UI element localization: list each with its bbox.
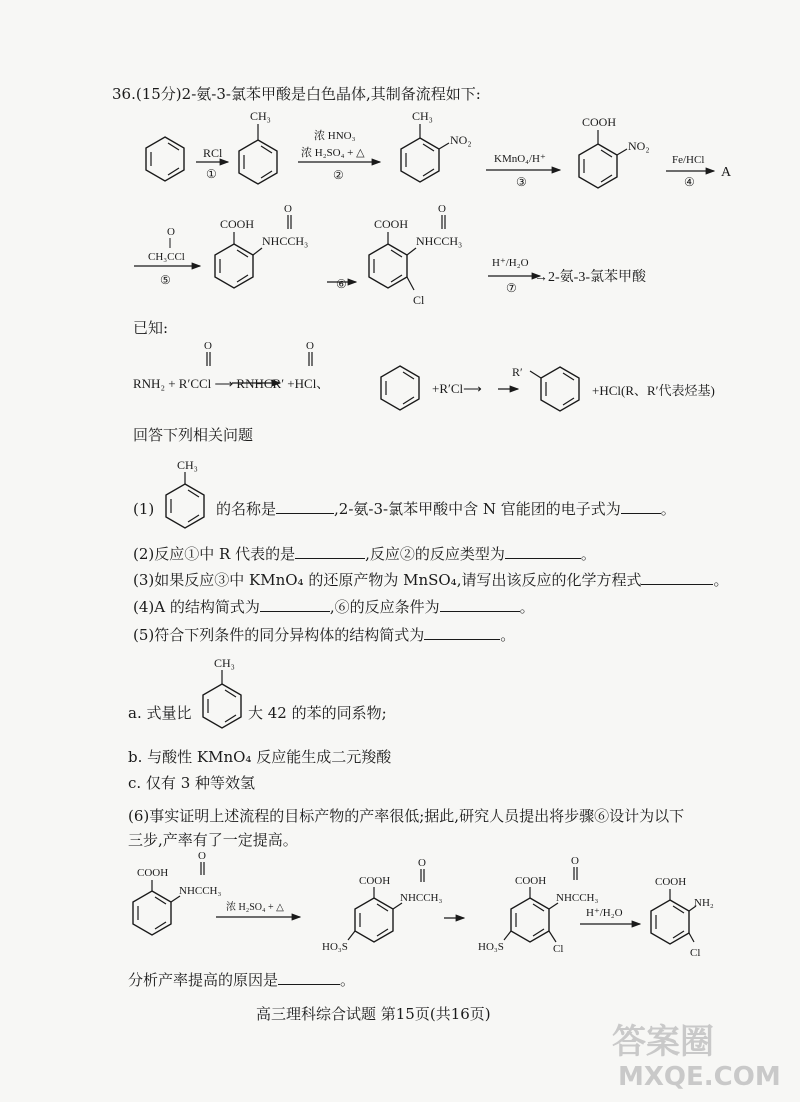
nitrobenzoic-cooh: COOH (582, 115, 617, 129)
known-eq2-r: R′ (512, 365, 523, 379)
nitrotoluene-ch3: CH₃ (412, 109, 433, 123)
q6-cs-o: O (571, 855, 579, 867)
nitrotoluene-no2: NO₂ (450, 133, 472, 147)
q5-end: 。 (500, 626, 516, 644)
q6-cs-nhcch3: NHCCH₃ (556, 892, 599, 904)
condition-c: c. 仅有 3 种等效氢 (128, 774, 256, 792)
q6-cs-so3h-bond (504, 931, 511, 940)
q3-end: 。 (713, 571, 729, 589)
acetamido-o: O (284, 203, 292, 215)
chloro-n-bond (407, 248, 416, 255)
q6-analysis-text: 分析产率提高的原因是 (128, 971, 279, 989)
r4-step: ④ (684, 175, 695, 189)
q2-end: 。 (580, 545, 596, 563)
q1-end: 。 (660, 500, 676, 518)
q3-text-a: (3)如果反应③中 KMnO₄ 的还原产物为 MnSO₄,请写出该反应的化学方程式 (133, 571, 642, 589)
q4-end: 。 (519, 598, 535, 616)
chloro-nhcch3: NHCCH₃ (416, 234, 463, 248)
r2-reagent-b: 浓 H₂SO₄ + △ (301, 147, 365, 159)
answer-header: 回答下列相关问题 (133, 426, 254, 444)
q5-text-a: (5)符合下列条件的同分异构体的结构简式为 (133, 626, 425, 644)
nitrobenzoic-nitro-bond (617, 149, 627, 155)
final-product: →2-氨-3-氯苯甲酸 (534, 270, 646, 285)
acetamido-cooh: COOH (220, 217, 255, 231)
known-label: 已知: (133, 319, 169, 337)
r2-step: ② (333, 168, 344, 182)
q6-cs-cl: Cl (553, 943, 564, 955)
q6-end: 。 (340, 971, 356, 989)
q6-reagent-2: H⁺/H₂O (586, 907, 623, 919)
q1-text-b: ,2-氨-3-氯苯甲酸中含 N 官能团的电子式为 (334, 500, 621, 518)
q6-start-nhcch3: NHCCH₃ (179, 885, 222, 897)
q2-text-a: (2)反应①中 R 代表的是 (133, 545, 296, 563)
known-eq1: RNH₂ + R′CCl ⟶ RNHCR′ +HCl、 (133, 376, 330, 391)
question-header: 36.(15分)2-氨-3-氯苯甲酸是白色晶体,其制备流程如下: (112, 85, 481, 103)
q1-ch3: CH₃ (177, 458, 198, 472)
q6-final-cl: Cl (690, 947, 701, 959)
r1-reagent: RCl (203, 146, 223, 160)
q4-text-b: ,⑥的反应条件为 (329, 598, 440, 616)
r2-reagent-a: 浓 HNO₃ (314, 130, 356, 142)
q6-sulf-o: O (418, 857, 426, 869)
q6-start-o: O (198, 850, 206, 862)
watermark-logo: 答案圈 (612, 1022, 714, 1062)
known-o-2: O (306, 340, 314, 352)
q6-sulf-nhcch3: NHCCH₃ (400, 892, 443, 904)
chloro-cl-bond (407, 277, 414, 290)
r4-reagent: Fe/HCl (672, 154, 705, 166)
known-benzene-ring (381, 366, 419, 410)
q6-sulf-so3h: HO₃S (322, 941, 348, 953)
page-footer: 高三理科综合试题 第15页(共16页) (256, 1005, 491, 1023)
q6-sulf-cooh: COOH (359, 875, 391, 887)
q6-cs-cooh: COOH (515, 875, 547, 887)
chloro-cl: Cl (413, 293, 425, 307)
q1-number: (1) (133, 500, 155, 518)
q6-sulfonated-ring (355, 898, 393, 942)
r1-step: ① (206, 167, 217, 181)
known-r-bond (530, 371, 541, 378)
r7-step: ⑦ (506, 281, 517, 295)
q6-cs-cl-bond (549, 931, 556, 942)
product-a: A (721, 165, 732, 180)
q6-final-cl-bond (689, 933, 694, 942)
r5-reagent: CH₃CCl (148, 251, 185, 263)
acetamido-nhcch3: NHCCH₃ (262, 234, 309, 248)
watermark-site: MXQE.COM (618, 1062, 781, 1092)
chloro-cooh: COOH (374, 217, 409, 231)
toluene-ch3: CH₃ (250, 109, 271, 123)
acetamido-n-bond (253, 248, 262, 255)
toluene-ring (239, 140, 277, 184)
q6-final-ring (651, 900, 689, 944)
nitrotoluene-nitro-bond (439, 143, 449, 149)
chloro-o: O (438, 203, 446, 215)
acetamido-ring (215, 244, 253, 288)
q6-chlorosulf-ring (511, 898, 549, 942)
q4-text-a: (4)A 的结构简式为 (133, 598, 260, 616)
q6-line1: (6)事实证明上述流程的目标产物的产率很低;据此,研究人员提出将步骤⑥设计为以下 (128, 807, 685, 825)
r5-step: ⑤ (160, 273, 171, 287)
r3-step: ③ (516, 175, 527, 189)
known-o-1: O (204, 340, 212, 352)
nitrobenzoic-ring (579, 144, 617, 188)
q6-reagent: 浓 H₂SO₄ + △ (226, 902, 284, 913)
r7-reagent: H⁺/H₂O (492, 257, 529, 269)
condition-b: b. 与酸性 KMnO₄ 反应能生成二元羧酸 (128, 748, 392, 766)
known-eq2-tail: +HCl(R、R′代表烃基) (592, 383, 715, 398)
chloro-acetamido-ring (369, 244, 407, 288)
q6-final-nh2: NH₂ (694, 897, 714, 909)
q1-text-a: 的名称是 (216, 500, 277, 518)
known-eq2: +R′Cl⟶ (432, 381, 482, 396)
q6-start-cooh: COOH (137, 867, 169, 879)
condition-a-pre: a. 式量比 (128, 704, 192, 722)
q6-cs-so3h: HO₃S (478, 941, 504, 953)
cond-toluene-ring (203, 684, 241, 728)
q1-toluene-ring (166, 484, 204, 528)
r3-reagent: KMnO₄/H⁺ (494, 153, 546, 165)
condition-a-post: 大 42 的苯的同系物; (248, 704, 387, 722)
benzene-ring (146, 137, 184, 181)
nitrotoluene-ring (401, 138, 439, 182)
nitrobenzoic-no2: NO₂ (628, 139, 650, 153)
r5-reagent-o: O (167, 226, 175, 238)
r6-step: ⑥ (336, 277, 347, 291)
q6-final-cooh: COOH (655, 876, 687, 888)
q6-line2: 三步,产率有了一定提高。 (128, 831, 298, 849)
known-alkylbenzene-ring (541, 367, 579, 411)
cond-ch3: CH₃ (214, 656, 235, 670)
q2-text-b: ,反应②的反应类型为 (365, 545, 505, 563)
q6-start-ring (133, 891, 171, 935)
q6-sulf-so3h-bond (348, 931, 355, 940)
